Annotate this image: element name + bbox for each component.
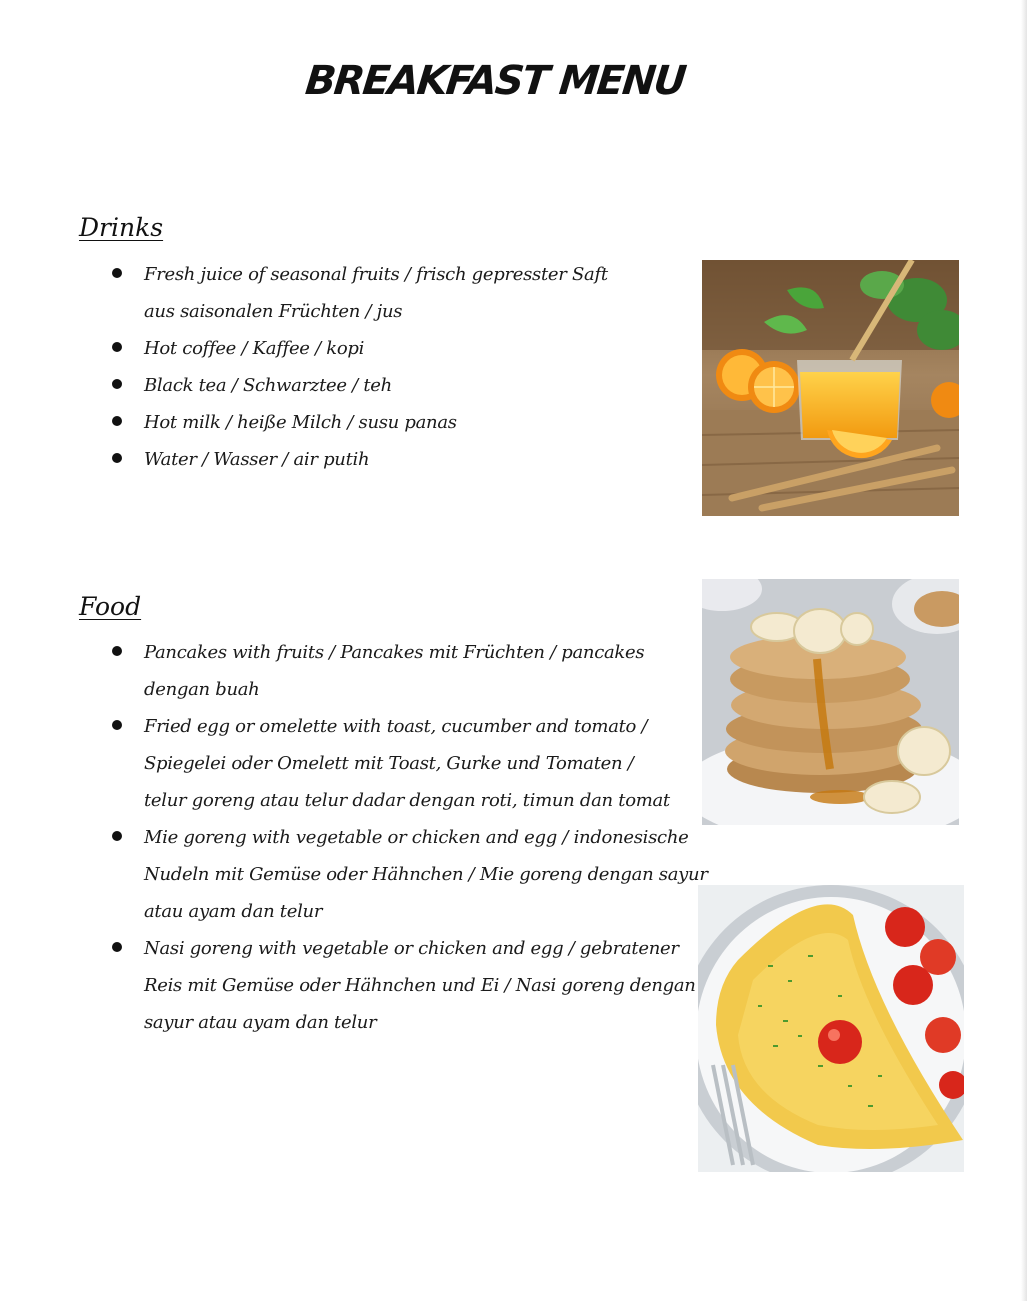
food-item-line: sayur atau ayam dan telur	[144, 1012, 377, 1033]
drinks-item	[112, 330, 682, 367]
drinks-item	[112, 367, 682, 404]
food-item-line: Mie goreng with vegetable or chicken and egg / indonesische	[144, 827, 689, 848]
drinks-item-line: Black tea / Schwarztee / teh	[144, 375, 392, 396]
bullet-icon	[112, 268, 122, 278]
bullet-icon	[112, 453, 122, 463]
bullet-icon	[112, 942, 122, 952]
drinks-item-line: Hot coffee / Kaffee / kopi	[144, 338, 365, 359]
food-item	[112, 708, 682, 819]
food-heading: Food	[79, 592, 142, 621]
food-item-line: dengan buah	[144, 679, 260, 700]
food-item-line: telur goreng atau telur dadar dengan roti, timun dan tomat	[144, 790, 670, 811]
food-list	[112, 634, 708, 1041]
bullet-icon	[112, 831, 122, 841]
bullet-icon	[112, 720, 122, 730]
drinks-item	[112, 256, 682, 330]
omelette-photo	[698, 885, 964, 1172]
bullet-icon	[112, 416, 122, 426]
drinks-item-line: Water / Wasser / air putih	[144, 449, 370, 470]
food-item-line: atau ayam dan telur	[144, 901, 323, 922]
food-item-line: Nasi goreng with vegetable or chicken and egg / gebratener	[144, 938, 679, 959]
bullet-icon	[112, 342, 122, 352]
pancakes-photo	[702, 579, 959, 825]
orange-juice-photo	[702, 260, 959, 516]
page-edge-shadow	[1021, 0, 1027, 1301]
food-item-line: Nudeln mit Gemüse oder Hähnchen / Mie goreng dengan sayur	[144, 864, 708, 885]
drinks-item	[112, 404, 682, 441]
food-item-line: Fried egg or omelette with toast, cucumber and tomato /	[144, 716, 648, 737]
bullet-icon	[112, 646, 122, 656]
food-item-line: Pancakes with fruits / Pancakes mit Früchten / pancakes	[144, 642, 645, 663]
drinks-item-line: aus saisonalen Früchten / jus	[144, 301, 403, 322]
drinks-item-line: Hot milk / heiße Milch / susu panas	[144, 412, 457, 433]
food-item-line: Reis mit Gemüse oder Hähnchen und Ei / Nasi goreng dengan	[144, 975, 696, 996]
bullet-icon	[112, 379, 122, 389]
food-item	[112, 930, 696, 1041]
drinks-item	[112, 441, 682, 478]
page-title: BREAKFAST MENU	[303, 58, 687, 104]
food-item-line: Spiegelei oder Omelett mit Toast, Gurke und Tomaten /	[144, 753, 634, 774]
drinks-list	[112, 256, 682, 478]
drinks-item-line: Fresh juice of seasonal fruits / frisch gepresster Saft	[144, 264, 608, 285]
food-item	[112, 634, 682, 708]
drinks-heading: Drinks	[79, 213, 164, 242]
food-item	[112, 819, 708, 930]
